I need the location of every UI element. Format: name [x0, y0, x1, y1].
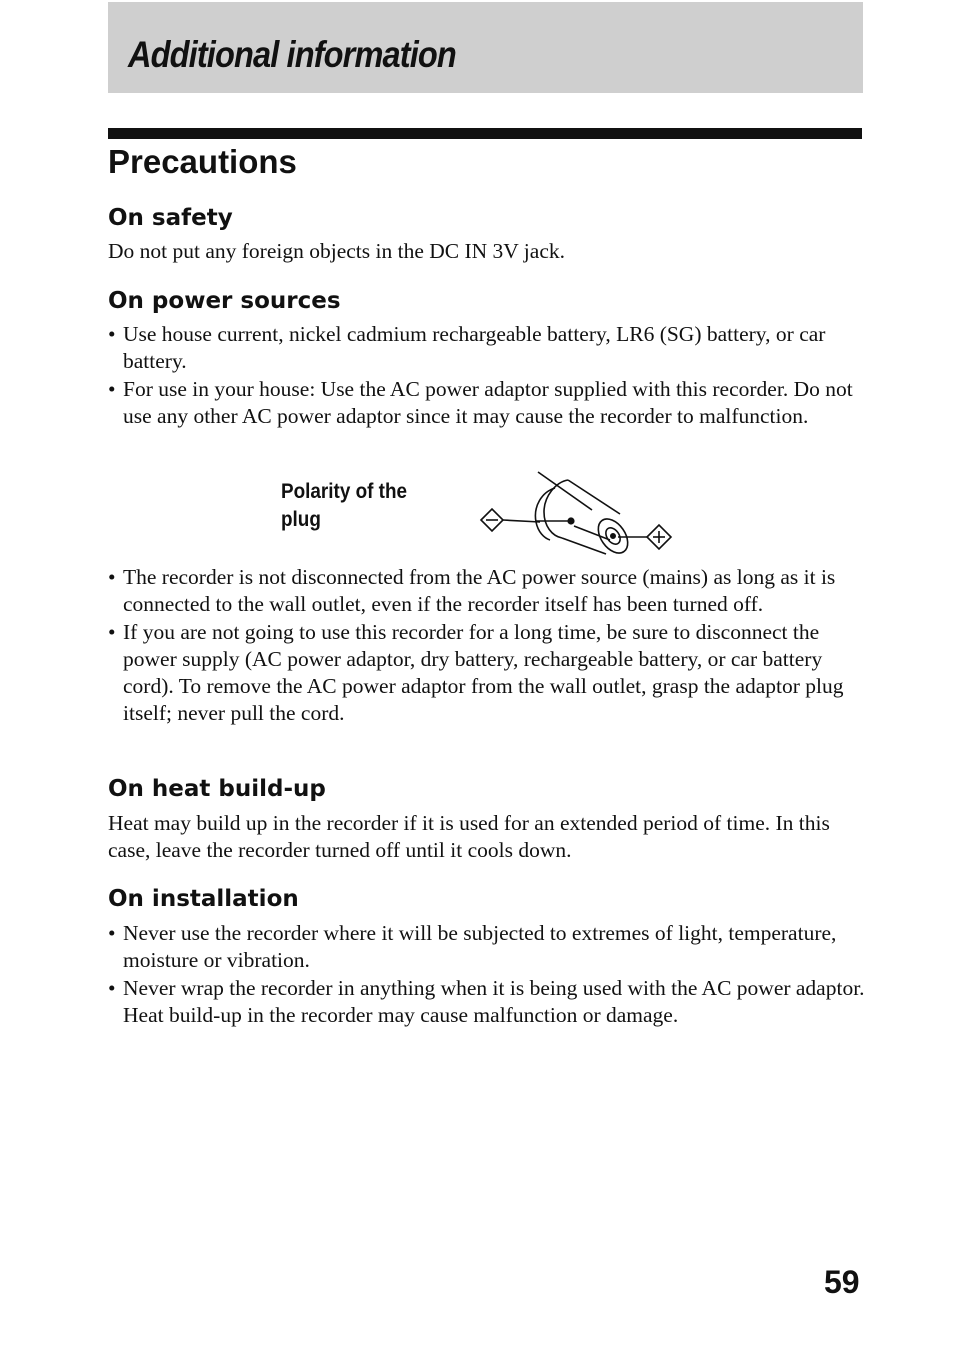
page-title: Precautions: [108, 143, 297, 180]
bullet-dot: •: [108, 619, 116, 644]
heat-text: Heat may build up in the recorder if it is used for an extended period of time. In this case, leave the recorder turned off until it cools down.: [108, 811, 830, 863]
list-item-text: For use in your house: Use the AC power adaptor supplied with this recorder. Do not use any other AC power adaptor since it may cause the recorder to malfunction.: [123, 376, 853, 428]
page-number: 59: [824, 1264, 860, 1300]
list-item-text: Use house current, nickel cadmium rechargeable battery, LR6 (SG) battery, or car battery.: [123, 322, 826, 374]
list-item: [108, 376, 868, 431]
polarity-figure-label: Polarity of the plug: [281, 480, 408, 531]
bullet-dot: •: [108, 921, 116, 945]
installation-bullet-list: [108, 920, 868, 1029]
list-item-text: Never use the recorder where it will be subjected to extremes of light, temperature, moisture or vibration.: [123, 921, 837, 973]
list-item: [108, 321, 868, 376]
list-item: [108, 564, 868, 619]
heading-on-safety: On safety: [108, 205, 233, 231]
bullet-dot: •: [108, 975, 116, 1000]
plug-body-icon: [535, 472, 633, 558]
list-item-text: Never wrap the recorder in anything when it is being used with the AC power adaptor. Heat build-up in the recorder may cause malfunction or damage.: [123, 975, 865, 1027]
plus-polarity-icon: [647, 525, 671, 549]
section-banner-title: Additional information: [128, 34, 456, 75]
plug-polarity-diagram: [470, 466, 680, 558]
list-item: [108, 619, 868, 728]
bullet-dot: •: [108, 322, 116, 346]
list-item-text: If you are not going to use this recorder for a long time, be sure to disconnect the power supply (AC power adaptor, dry battery, rechargeable battery, or car battery cord). To remove the AC power adaptor from the wall outlet, grasp the adaptor plug itself; never pull the cord.: [123, 619, 844, 726]
heading-on-power-sources: On power sources: [108, 288, 341, 314]
minus-polarity-icon: [481, 509, 503, 531]
power-bullet-list-a: [108, 321, 868, 430]
list-item-text: The recorder is not disconnected from the AC power source (mains) as long as it is connected to the wall outlet, even if the recorder itself has been turned off.: [123, 565, 836, 617]
heading-on-heat-build-up: On heat build-up: [108, 776, 326, 802]
list-item: [108, 920, 868, 975]
bullet-dot: •: [108, 565, 116, 589]
heading-on-installation: On installation: [108, 886, 299, 912]
bullet-dot: •: [108, 376, 116, 401]
list-item: [108, 975, 868, 1030]
safety-text: Do not put any foreign objects in the DC IN 3V jack.: [108, 239, 565, 263]
heading-rule: [108, 128, 862, 139]
section-banner: [108, 2, 863, 93]
power-bullet-list-b: [108, 564, 868, 728]
